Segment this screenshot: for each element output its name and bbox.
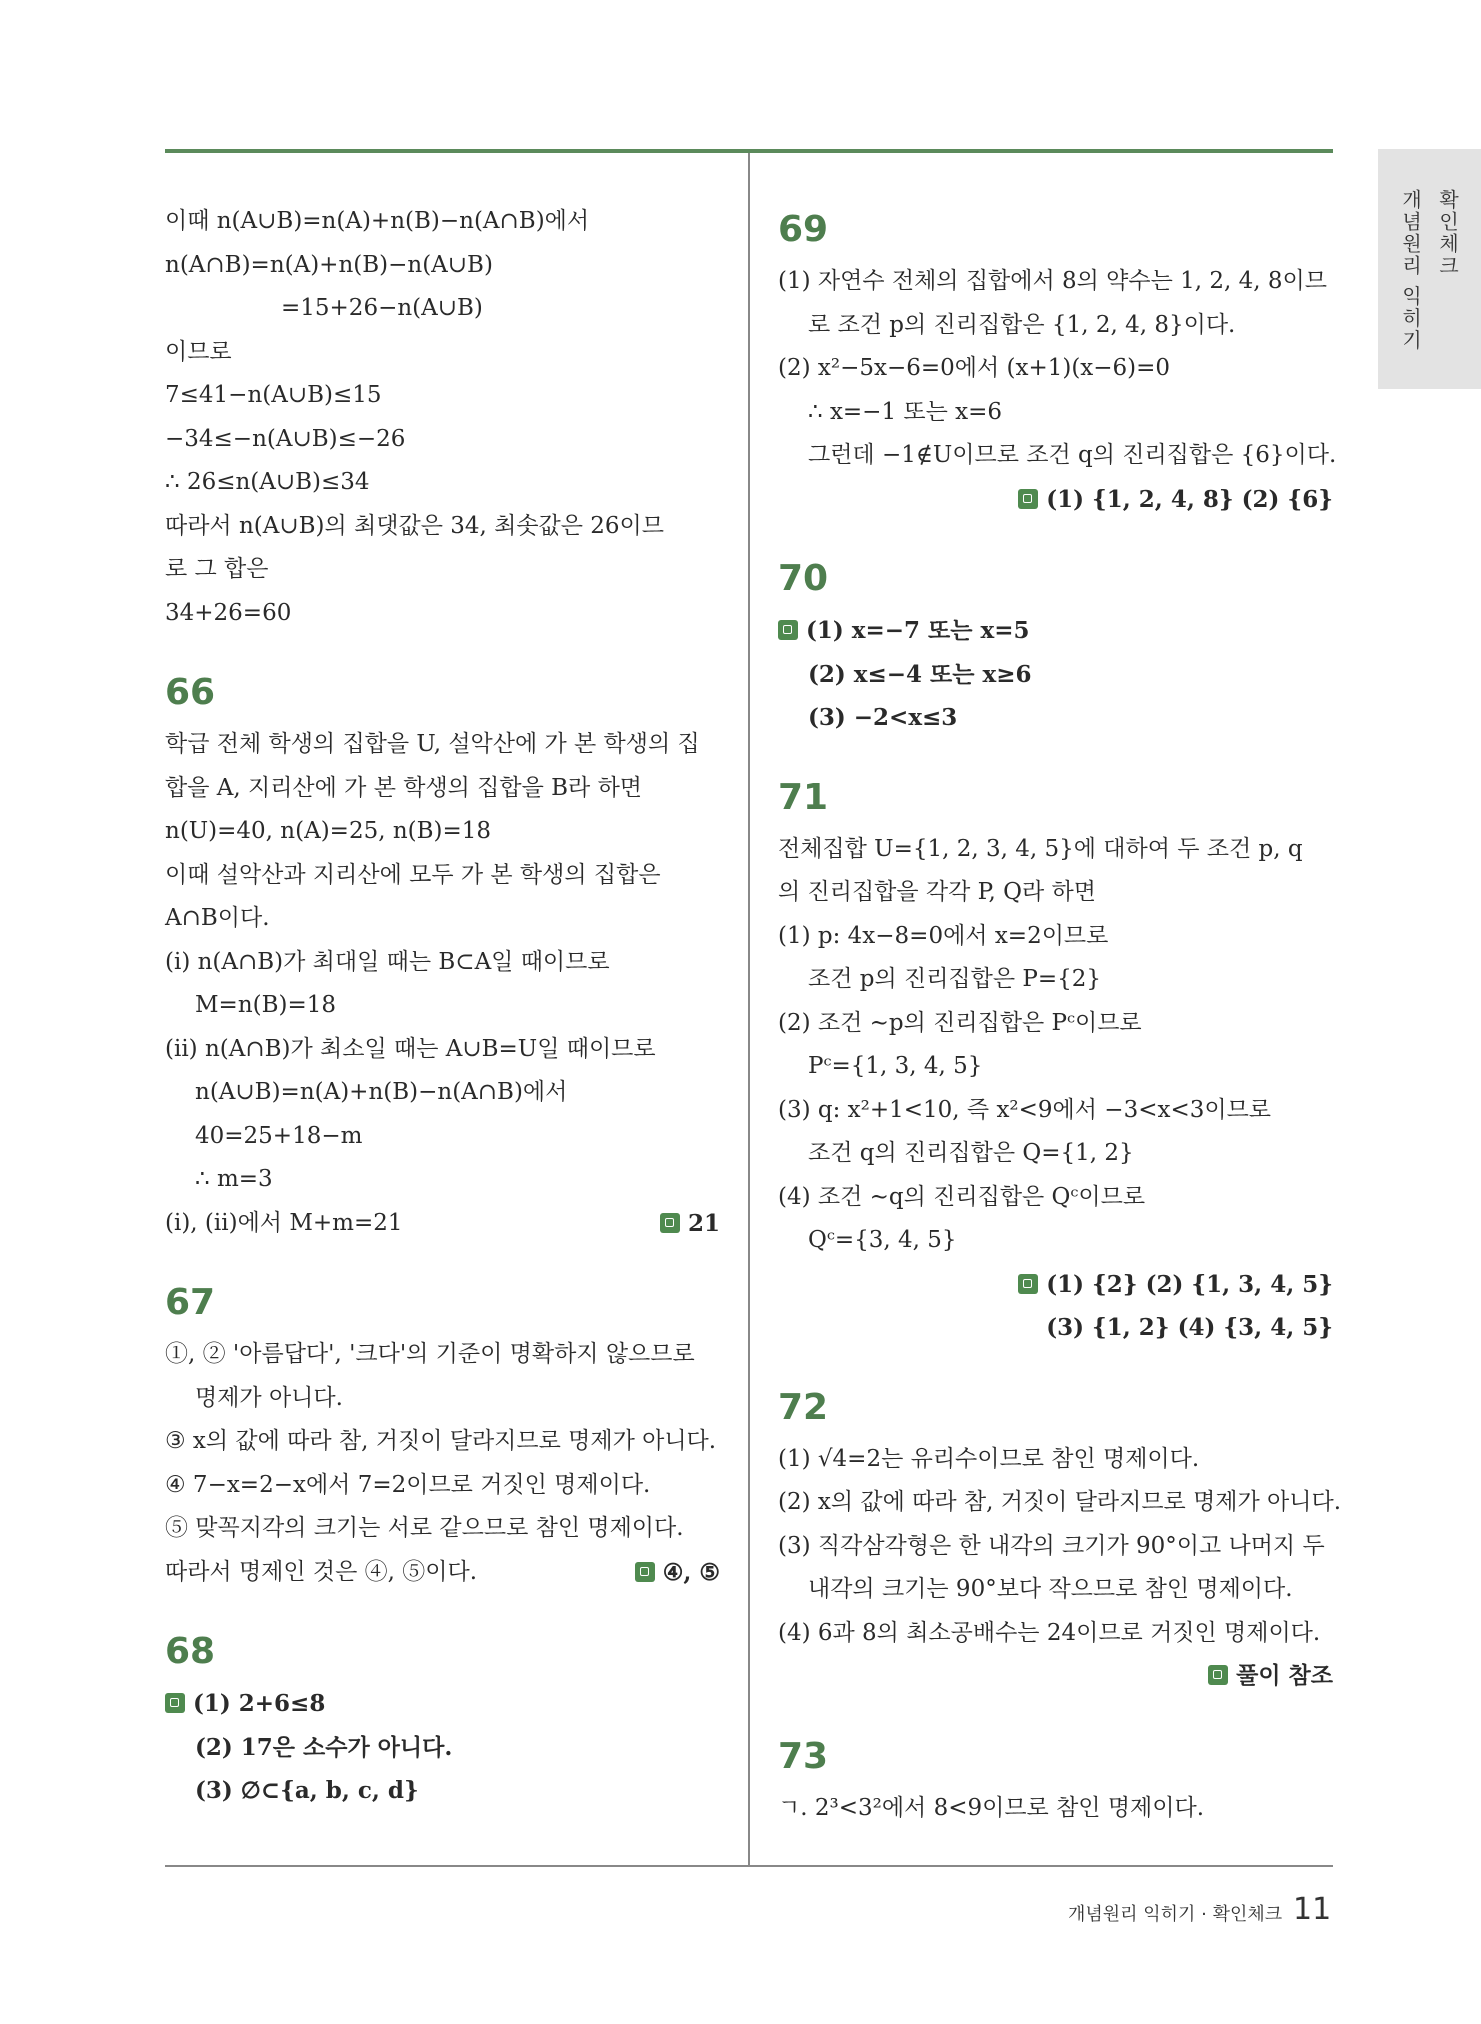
answer-badge-icon [1018,1274,1038,1294]
answer-mark [660,1202,720,1246]
solution-line: 로 그 합은 [165,556,269,582]
solution-line: (i), (ii)에서 M+m=21 [165,1209,403,1236]
solution-line: ①, ② '아름답다', '크다'의 기준이 명확하지 않으므로 [165,1341,695,1367]
answer-badge-icon [660,1213,680,1233]
problem-number-72: 72 [778,1386,829,1428]
solution-line: 학급 전체 학생의 집합을 U, 설악산에 가 본 학생의 집 [165,731,700,757]
solution-line: (4) 6과 8의 최소공배수는 24이므로 거짓인 명제이다. [778,1619,1321,1646]
answer-badge-icon [1208,1665,1228,1685]
solution-line: n(U)=40, n(A)=25, n(B)=18 [165,818,492,844]
page-number: 11 [1293,1892,1332,1927]
solution-line: Qᶜ={3, 4, 5} [808,1227,957,1253]
solution-line: n(A∩B)=n(A)+n(B)−n(A∪B) [165,251,493,278]
answer-badge-icon [165,1693,185,1713]
solution-line: (1) 자연수 전체의 집합에서 8의 약수는 1, 2, 4, 8이므 [778,268,1327,294]
answer-line: (2) 17은 소수가 아니다. [195,1733,453,1761]
problem-number-68: 68 [165,1631,216,1672]
answer-line: (3) ∅⊂{a, b, c, d} [195,1777,419,1804]
solution-line: 따라서 n(A∪B)의 최댓값은 34, 최솟값은 26이므 [165,512,664,539]
solution-line: n(A∪B)=n(A)+n(B)−n(A∩B)에서 [195,1079,568,1105]
answer-line: (3) {1, 2} (4) {3, 4, 5} [1046,1314,1333,1341]
solution-line: 의 진리집합을 각각 P, Q라 하면 [778,879,1096,905]
solution-line: 로 조건 p의 진리집합은 {1, 2, 4, 8}이다. [808,311,1236,338]
solution-line: =15+26−n(A∪B) [281,295,483,321]
solution-line: ⑤ 맞꼭지각의 크기는 서로 같으므로 참인 명제이다. [165,1515,684,1541]
solution-line: (2) x의 값에 따라 참, 거짓이 달라지므로 명제가 아니다. [778,1489,1342,1515]
solution-line: 7≤41−n(A∪B)≤15 [165,382,382,408]
solution-line: M=n(B)=18 [195,992,337,1018]
solution-final-line [165,1202,720,1246]
answer-text: 21 [687,1209,720,1237]
answer-line [165,1682,720,1726]
answer-line [778,478,1333,522]
answer-text: (1) {2} (2) {1, 3, 4, 5} [1046,1270,1333,1298]
footer-label: 개념원리 익히기 · 확인체크 [1068,1904,1283,1925]
solution-line: ③ x의 값에 따라 참, 거짓이 달라지므로 명제가 아니다. [165,1428,717,1454]
solution-line: 이때 n(A∪B)=n(A)+n(B)−n(A∩B)에서 [165,208,590,234]
answer-line [778,1263,1333,1307]
solution-line: (1) √4=2는 유리수이므로 참인 명제이다. [778,1445,1200,1472]
problem-number-70: 70 [778,558,829,599]
answer-text: (1) 2+6≤8 [193,1690,326,1717]
solution-line: 조건 p의 진리집합은 P={2} [808,966,1102,992]
solution-line: (2) 조건 ∼p의 진리집합은 Pᶜ이므로 [778,1009,1142,1036]
solution-line: 전체집합 U={1, 2, 3, 4, 5}에 대하여 두 조건 p, q [778,835,1303,862]
solution-line: 조건 q의 진리집합은 Q={1, 2} [808,1140,1134,1166]
solution-line: (4) 조건 ∼q의 진리집합은 Qᶜ이므로 [778,1183,1146,1210]
solution-line: (3) q: x²+1<10, 즉 x²<9에서 −3<x<3이므로 [778,1096,1272,1123]
solution-final-line [165,1551,720,1595]
side-tab-line-1: 확인체크 [1435,189,1460,277]
solution-line: −34≤−n(A∪B)≤−26 [165,425,406,452]
problem-number-66: 66 [165,672,216,713]
answer-line: (3) −2<x≤3 [808,704,958,731]
answer-line [778,1655,1333,1699]
solution-line: 따라서 명제인 것은 ④, ⑤이다. [165,1558,478,1585]
solution-line: A∩B이다. [165,905,270,931]
solution-line: (ii) n(A∩B)가 최소일 때는 A∪B=U일 때이므로 [165,1035,656,1062]
solution-line: 합을 A, 지리산에 가 본 학생의 집합을 B라 하면 [165,774,643,801]
solution-line: 명제가 아니다. [195,1384,343,1411]
solution-line: (2) x²−5x−6=0에서 (x+1)(x−6)=0 [778,355,1171,381]
answer-text: (1) {1, 2, 4, 8} (2) {6} [1046,485,1333,513]
solution-line: ∴ 26≤n(A∪B)≤34 [165,469,370,495]
solution-line: 이때 설악산과 지리산에 모두 가 본 학생의 집합은 [165,861,661,888]
side-tab-line-2: 개념원리 익히기 [1398,189,1423,352]
left-column [165,200,720,1813]
solution-line: ㄱ. 2³<3²에서 8<9이므로 참인 명제이다. [778,1794,1204,1821]
solution-line: 34+26=60 [165,599,292,626]
section-side-tab [1378,149,1481,389]
answer-mark [635,1551,720,1595]
solution-line: (1) p: 4x−8=0에서 x=2이므로 [778,922,1109,949]
answer-text: 풀이 참조 [1236,1663,1333,1689]
solution-line: Pᶜ={1, 3, 4, 5} [808,1053,983,1079]
problem-number-71: 71 [778,776,829,818]
problem-number-73: 73 [778,1735,829,1777]
problem-number-67: 67 [165,1282,216,1323]
column-divider [748,153,750,1865]
right-column [778,200,1342,1830]
answer-badge-icon [778,620,798,640]
solution-line: 그런데 −1∉U이므로 조건 q의 진리집합은 {6}이다. [808,442,1337,468]
solution-line: 이므로 [165,338,232,365]
solution-line: (i) n(A∩B)가 최대일 때는 B⊂A일 때이므로 [165,948,610,975]
solution-line: (3) 직각삼각형은 한 내각의 크기가 90°이고 나머지 두 [778,1532,1325,1559]
solution-line: ∴ m=3 [195,1166,273,1192]
answer-line [778,609,1333,653]
answer-badge-icon [635,1562,655,1582]
solution-line: 내각의 크기는 90°보다 작으므로 참인 명제이다. [808,1576,1293,1602]
answer-text: ④, ⑤ [662,1558,720,1586]
answer-badge-icon [1018,489,1038,509]
solution-line: ∴ x=−1 또는 x=6 [808,398,1003,425]
bottom-rule [165,1865,1333,1867]
problem-number-69: 69 [778,209,829,250]
answer-text: (1) x=−7 또는 x=5 [806,617,1030,644]
solution-line: 40=25+18−m [195,1122,363,1149]
answer-line: (2) x≤−4 또는 x≥6 [808,660,1032,688]
solution-line: ④ 7−x=2−x에서 7=2이므로 거짓인 명제이다. [165,1471,651,1498]
